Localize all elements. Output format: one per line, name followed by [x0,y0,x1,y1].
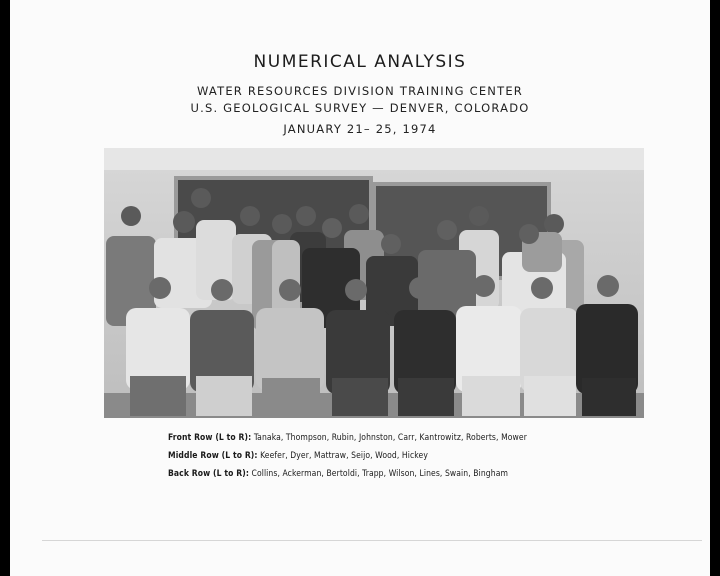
caption-back-row [168,469,508,479]
subtitle-date: JANUARY 21– 25, 1974 [283,122,437,136]
group-photo [104,148,644,418]
caption-middle-row [168,451,428,461]
caption-middle-row-names: Keefer, Dyer, Mattraw, Seijo, Wood, Hickey [260,451,428,461]
page-divider [42,540,702,541]
caption-middle-row-label: Middle Row (L to R): [168,451,258,461]
subtitle-training-center: WATER RESOURCES DIVISION TRAINING CENTER [196,84,523,98]
caption-front-row-label: Front Row (L to R): [168,433,252,443]
caption-front-row [168,433,527,443]
caption-back-row-label: Back Row (L to R): [168,469,249,479]
group-photo-illustration [104,148,644,418]
caption-back-row-names: Collins, Ackerman, Bertoldi, Trapp, Wilson, Lines, Swain, Bingham [251,469,509,479]
caption-front-row-names: Tanaka, Thompson, Rubin, Johnston, Carr, Kantrowitz, Roberts, Mower [253,433,527,443]
subtitle-survey-location: U.S. GEOLOGICAL SURVEY — DENVER, COLORADO [190,101,530,115]
document-title: NUMERICAL ANALYSIS [253,52,467,72]
